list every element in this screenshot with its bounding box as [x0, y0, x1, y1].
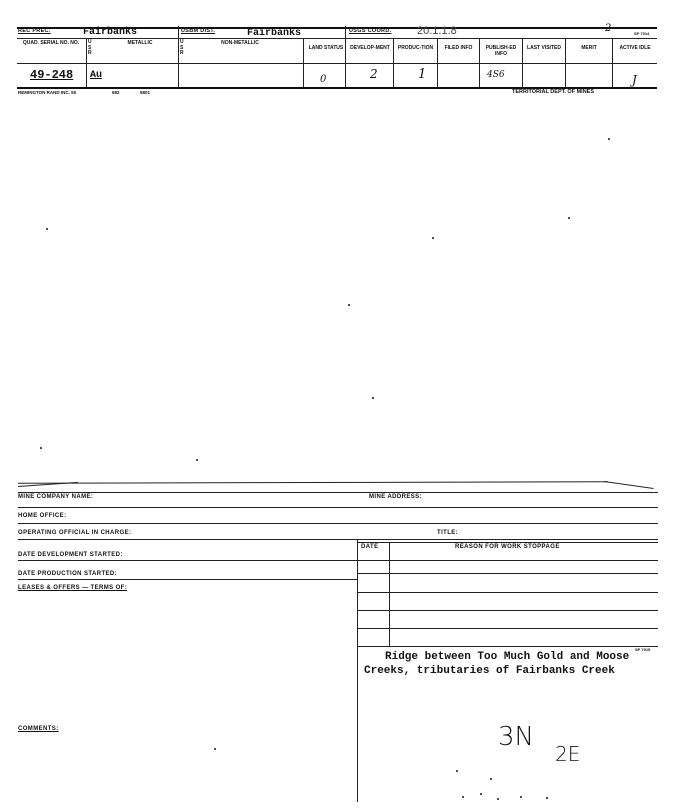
rec-prec-label: REC PREC.: [18, 28, 51, 34]
scan-speck: [546, 797, 548, 799]
handwritten-township: 3N: [498, 722, 534, 752]
mine-company-name-label: MINE COMPANY NAME:: [18, 494, 94, 500]
scan-speck: [608, 138, 610, 140]
date-production-started-label: DATE PRODUCTION STARTED:: [18, 571, 118, 577]
handwritten-range: 2E: [555, 742, 581, 766]
scan-speck: [497, 798, 499, 800]
reason-header: REASON FOR WORK STOPPAGE: [455, 544, 560, 550]
usbm-dist-label: USBM DIST.: [181, 28, 216, 34]
scan-speck: [456, 770, 458, 772]
form-code: SP 7914: [634, 31, 650, 36]
scan-speck: [432, 237, 434, 239]
scan-speck: [214, 748, 216, 750]
row-rule: [17, 38, 657, 39]
divider: [345, 26, 346, 88]
form-top-rule: [18, 481, 608, 484]
mine-address-label: MINE ADDRESS:: [369, 494, 422, 500]
col-development: DEVELOP-MENT: [350, 45, 390, 51]
form-rule: [18, 579, 358, 580]
scan-speck: [568, 217, 570, 219]
record-quad-serial: 49-248: [30, 68, 74, 82]
form-rule: [357, 628, 658, 629]
scan-speck: [480, 793, 482, 795]
scan-speck: [520, 796, 522, 798]
col-usr-right: U S R: [180, 39, 184, 56]
col-last-visited: LAST VISITED: [527, 45, 561, 51]
col-published-info: PUBLISH-ED INFO: [485, 45, 517, 57]
rec-prec-value: Fairbanks: [83, 27, 138, 38]
col-filed-info: FILED INFO: [444, 45, 473, 51]
scan-speck: [490, 778, 492, 780]
printer-code-1: 682: [112, 90, 120, 95]
printer-code-2: 5801: [140, 90, 151, 95]
scan-speck: [40, 447, 42, 449]
comments-label: COMMENTS:: [18, 726, 59, 732]
form-rule: [357, 542, 658, 543]
usgs-coord-value: 20.1.1.8: [417, 25, 457, 37]
col-active-idle: ACTIVE IDLE: [619, 45, 651, 51]
record-published-info: 4S6: [487, 70, 505, 80]
divider: [178, 26, 179, 88]
col-metallic: METALLIC: [127, 40, 153, 46]
usgs-coord-label: USGS COORD.: [349, 28, 392, 34]
date-column-divider: [389, 542, 390, 646]
form-rule: [18, 539, 658, 540]
department-name: TERRITORIAL DEPT. OF MINES: [512, 89, 594, 95]
form-rule: [18, 507, 658, 508]
scan-speck: [348, 304, 350, 306]
form-rule: [357, 610, 658, 611]
operating-official-label: OPERATING OFFICIAL IN CHARGE:: [18, 530, 132, 536]
title-label: TITLE:: [437, 530, 459, 536]
col-non-metallic: NON-METALLIC: [221, 40, 259, 46]
location-line-2: Creeks, tributaries of Fairbanks Creek: [364, 665, 615, 677]
form-rule: [18, 560, 658, 561]
record-active-idle: J: [632, 73, 637, 87]
form-rule: [18, 492, 658, 493]
record-land-status: 0: [320, 74, 327, 85]
printer-imprint: REMINGTON RAND INC. 50: [18, 90, 77, 95]
form-rule: [18, 523, 658, 524]
form-corner-rule: [604, 481, 654, 489]
usbm-dist-value: Fairbanks: [247, 28, 302, 39]
corner-mark: 2: [605, 23, 612, 34]
record-production: 1: [418, 67, 427, 82]
form-rule: [357, 592, 658, 593]
location-line-1: Ridge between Too Much Gold and Moose: [385, 651, 630, 663]
lower-form-code: SP 7915: [635, 647, 651, 652]
scan-speck: [372, 397, 374, 399]
scan-speck: [462, 796, 464, 798]
date-header: DATE: [361, 544, 379, 550]
scan-speck: [46, 228, 48, 230]
row-rule: [17, 63, 657, 64]
record-development: 2: [370, 67, 378, 81]
home-office-label: HOME OFFICE:: [18, 513, 67, 519]
col-land-status: LAND STATUS: [308, 45, 344, 51]
scan-speck: [196, 459, 198, 461]
date-development-started-label: DATE DEVELOPMENT STARTED:: [18, 552, 123, 558]
record-metallic: Au: [90, 70, 103, 81]
leases-label: LEASES & OFFERS — TERMS OF:: [18, 585, 128, 591]
col-production: PRODUC-TION: [397, 45, 434, 51]
col-quad-serial: QUAD. SERIAL NO. NO.: [22, 40, 80, 46]
form-rule: [357, 573, 658, 574]
form-rule: [357, 646, 658, 647]
form-column-divider: [357, 540, 358, 802]
col-usr-left: U S R: [88, 39, 92, 56]
col-merit: MERIT: [581, 45, 597, 51]
